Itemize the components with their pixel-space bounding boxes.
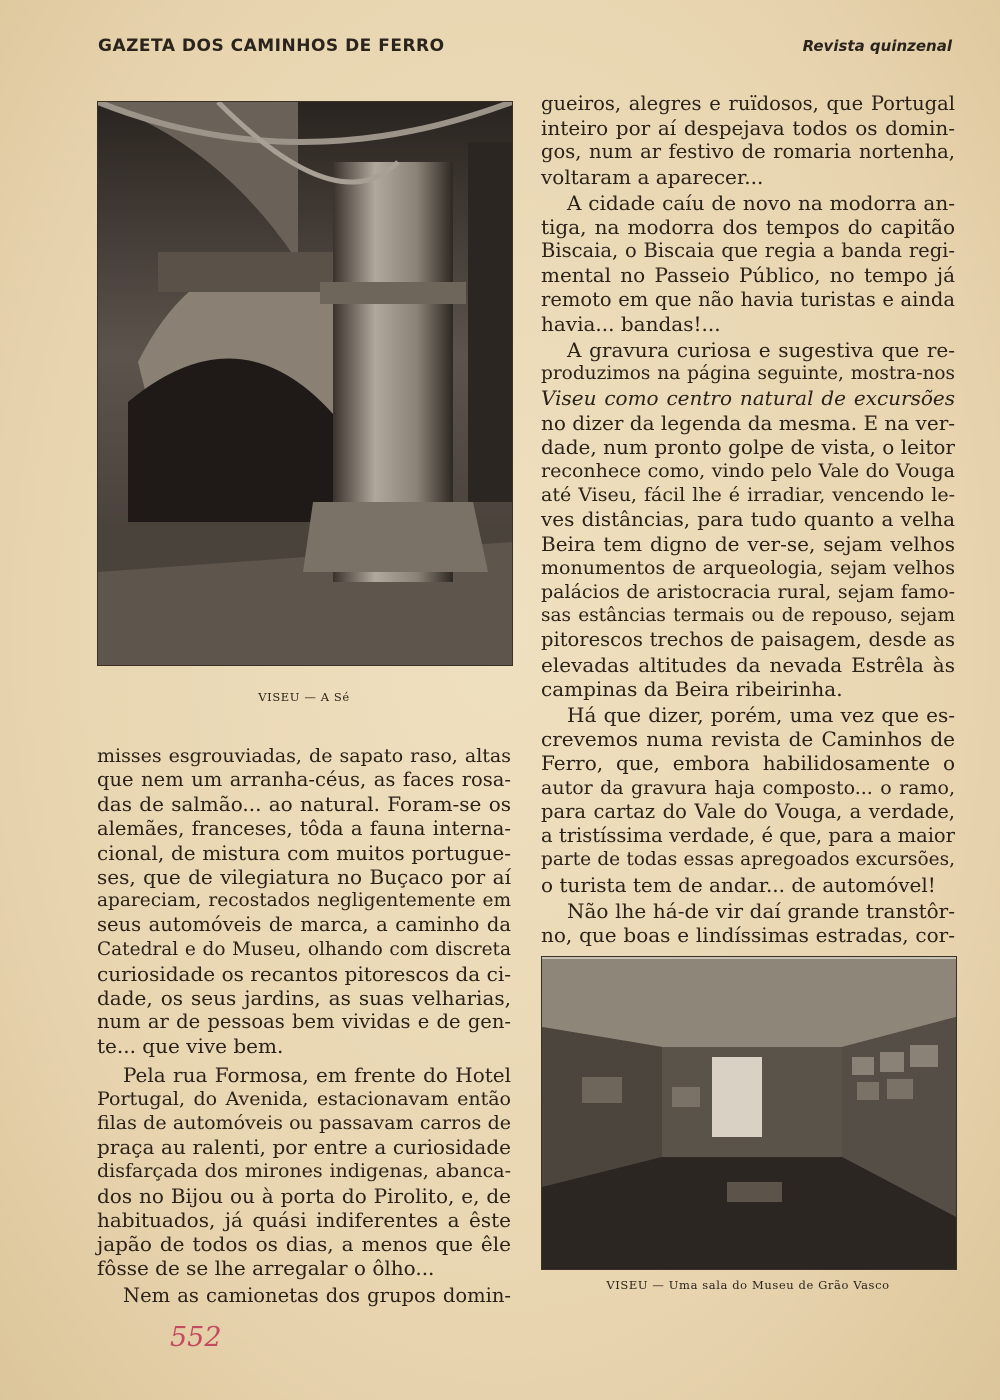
text-line: fôsse de se lhe arregalar o ôlho... — [97, 1256, 435, 1281]
text-line: curiosidade os recantos pitorescos da ci- — [97, 961, 511, 986]
text-line: palácios de aristocracia rural, sejam famo- — [541, 581, 955, 604]
text-line: dos no Bijou ou à porta do Pirolito, e, de — [97, 1183, 511, 1208]
text-line: Portugal, do Avenida, estacionavam então — [97, 1087, 511, 1110]
text-line: parte de todas essas apregoados excursões, — [541, 849, 955, 871]
paragraph — [97, 1284, 511, 1308]
text-line: que nem um arranha-céus, as faces rosa- — [97, 768, 511, 792]
text-line: praça au ralenti, por entre a curiosidade — [97, 1135, 511, 1160]
text-line: Catedral e do Museu, olhando com discreta — [97, 938, 511, 960]
text-line: japão de todos os dias, a menos que êle — [97, 1232, 511, 1257]
text-line: A gravura curiosa e sugestiva que re- — [567, 338, 955, 363]
text-line: sas estâncias termais ou de repouso, sejam — [541, 605, 955, 627]
text-line: crevemos numa revista de Caminhos de — [541, 727, 955, 752]
text-line: dade, num pronto golpe de vista, o leitor — [541, 434, 955, 459]
text-line: gos, num ar festivo de romaria nortenha, — [541, 140, 955, 164]
cathedral-photo — [97, 101, 513, 666]
cathedral-caption: VISEU — A Sé — [258, 690, 350, 704]
text-line: Ferro, que, embora habilidosamente o — [541, 751, 955, 776]
paragraph — [541, 191, 955, 336]
text-line: disfarçada dos mirones indigenas, abanca- — [97, 1160, 511, 1183]
text-line: reconhece como, vindo pelo Vale do Vouga — [541, 460, 955, 483]
text-line: para cartaz do Vale do Vouga, a verdade, — [541, 799, 955, 823]
text-line: apareciam, recostados negligentemente em — [97, 890, 511, 912]
text-line: monumentos de arqueologia, sejam velhos — [541, 556, 955, 579]
text-line: campinas da Beira ribeirinha. — [541, 676, 843, 701]
text-line: voltaram a aparecer... — [541, 164, 764, 189]
paragraph — [541, 338, 955, 701]
running-header — [98, 36, 952, 62]
page-number: 552 — [170, 1322, 222, 1353]
text-line: Viseu como centro natural de excursões — [541, 386, 955, 411]
text-line: num ar de pessoas bem vividas e de gen- — [97, 1010, 511, 1034]
text-line: alemães, franceses, tôda a fauna interna- — [97, 816, 511, 840]
text-line: te... que vive bem. — [97, 1034, 284, 1059]
text-line: pitorescos trechos de paisagem, desde as — [541, 628, 955, 652]
text-line: Beira tem digno de ver-se, sejam velhos — [541, 531, 955, 556]
text-line: gueiros, alegres e ruïdosos, que Portugal — [541, 92, 955, 115]
text-line: ves distâncias, para tudo quanto a velha — [541, 507, 955, 532]
text-line: até Viseu, fácil lhe é irradiar, vencendo le- — [541, 484, 955, 507]
text-line: filas de automóveis ou passavam carros de — [97, 1112, 511, 1135]
text-line: misses esgrouviadas, de sapato raso, altas — [97, 745, 511, 767]
text-line: das de salmão... ao natural. Foram-se os — [97, 792, 511, 817]
text-line: cional, de mistura com muitos portugue- — [97, 840, 511, 865]
right-text-column — [541, 92, 955, 947]
text-line: mental no Passeio Público, no tempo já — [541, 263, 955, 288]
museum-caption: VISEU — Uma sala do Museu de Grão Vasco — [606, 1278, 890, 1292]
text-line: Biscaia, o Biscaia que regia a banda regi- — [541, 239, 955, 263]
museum-room-photo — [541, 956, 957, 1270]
text-line: autor da gravura haja composto... o ramo, — [541, 776, 955, 799]
paragraph — [97, 744, 511, 1059]
text-line: no, que boas e lindíssimas estradas, cor- — [541, 922, 955, 947]
text-line: dade, os seus jardins, as suas velharias, — [97, 986, 511, 1011]
text-line: Há que dizer, porém, uma vez que es- — [567, 703, 955, 728]
text-line: remoto em que não havia turistas e ainda — [541, 287, 955, 311]
text-line: a tristíssima verdade, é que, para a maior — [541, 824, 955, 848]
text-line: ses, que de vilegiatura no Buçaco por aí — [97, 865, 511, 890]
left-text-column — [97, 744, 511, 1309]
text-line: inteiro por aí despejava todos os domin- — [541, 116, 955, 141]
paragraph — [541, 92, 955, 189]
text-line: havia... bandas!... — [541, 311, 721, 336]
text-line: A cidade caíu de novo na modorra an- — [567, 190, 955, 215]
text-line: Não lhe há-de vir daí grande transtôr- — [567, 898, 955, 923]
text-line: Nem as camionetas dos grupos domin- — [123, 1284, 511, 1308]
text-line: seus automóveis de marca, a caminho da — [97, 913, 511, 937]
journal-subtitle: Revista quinzenal — [802, 37, 952, 55]
text-line: produzimos na página seguinte, mostra-nos — [541, 363, 955, 385]
text-line: Pela rua Formosa, em frente do Hotel — [123, 1062, 511, 1087]
paragraph — [541, 703, 955, 897]
text-line: habituados, já quási indiferentes a êste — [97, 1207, 511, 1232]
text-line: elevadas altitudes da nevada Estrêla às — [541, 652, 955, 677]
text-line: tiga, na modorra dos tempos do capitão — [541, 215, 955, 240]
paragraph — [541, 899, 955, 947]
text-line: no dizer da legenda da mesma. E na ver- — [541, 410, 956, 435]
journal-title: GAZETA DOS CAMINHOS DE FERRO — [98, 36, 445, 56]
paragraph — [97, 1063, 511, 1281]
text-line: o turista tem de andar... de automóvel! — [541, 872, 936, 897]
